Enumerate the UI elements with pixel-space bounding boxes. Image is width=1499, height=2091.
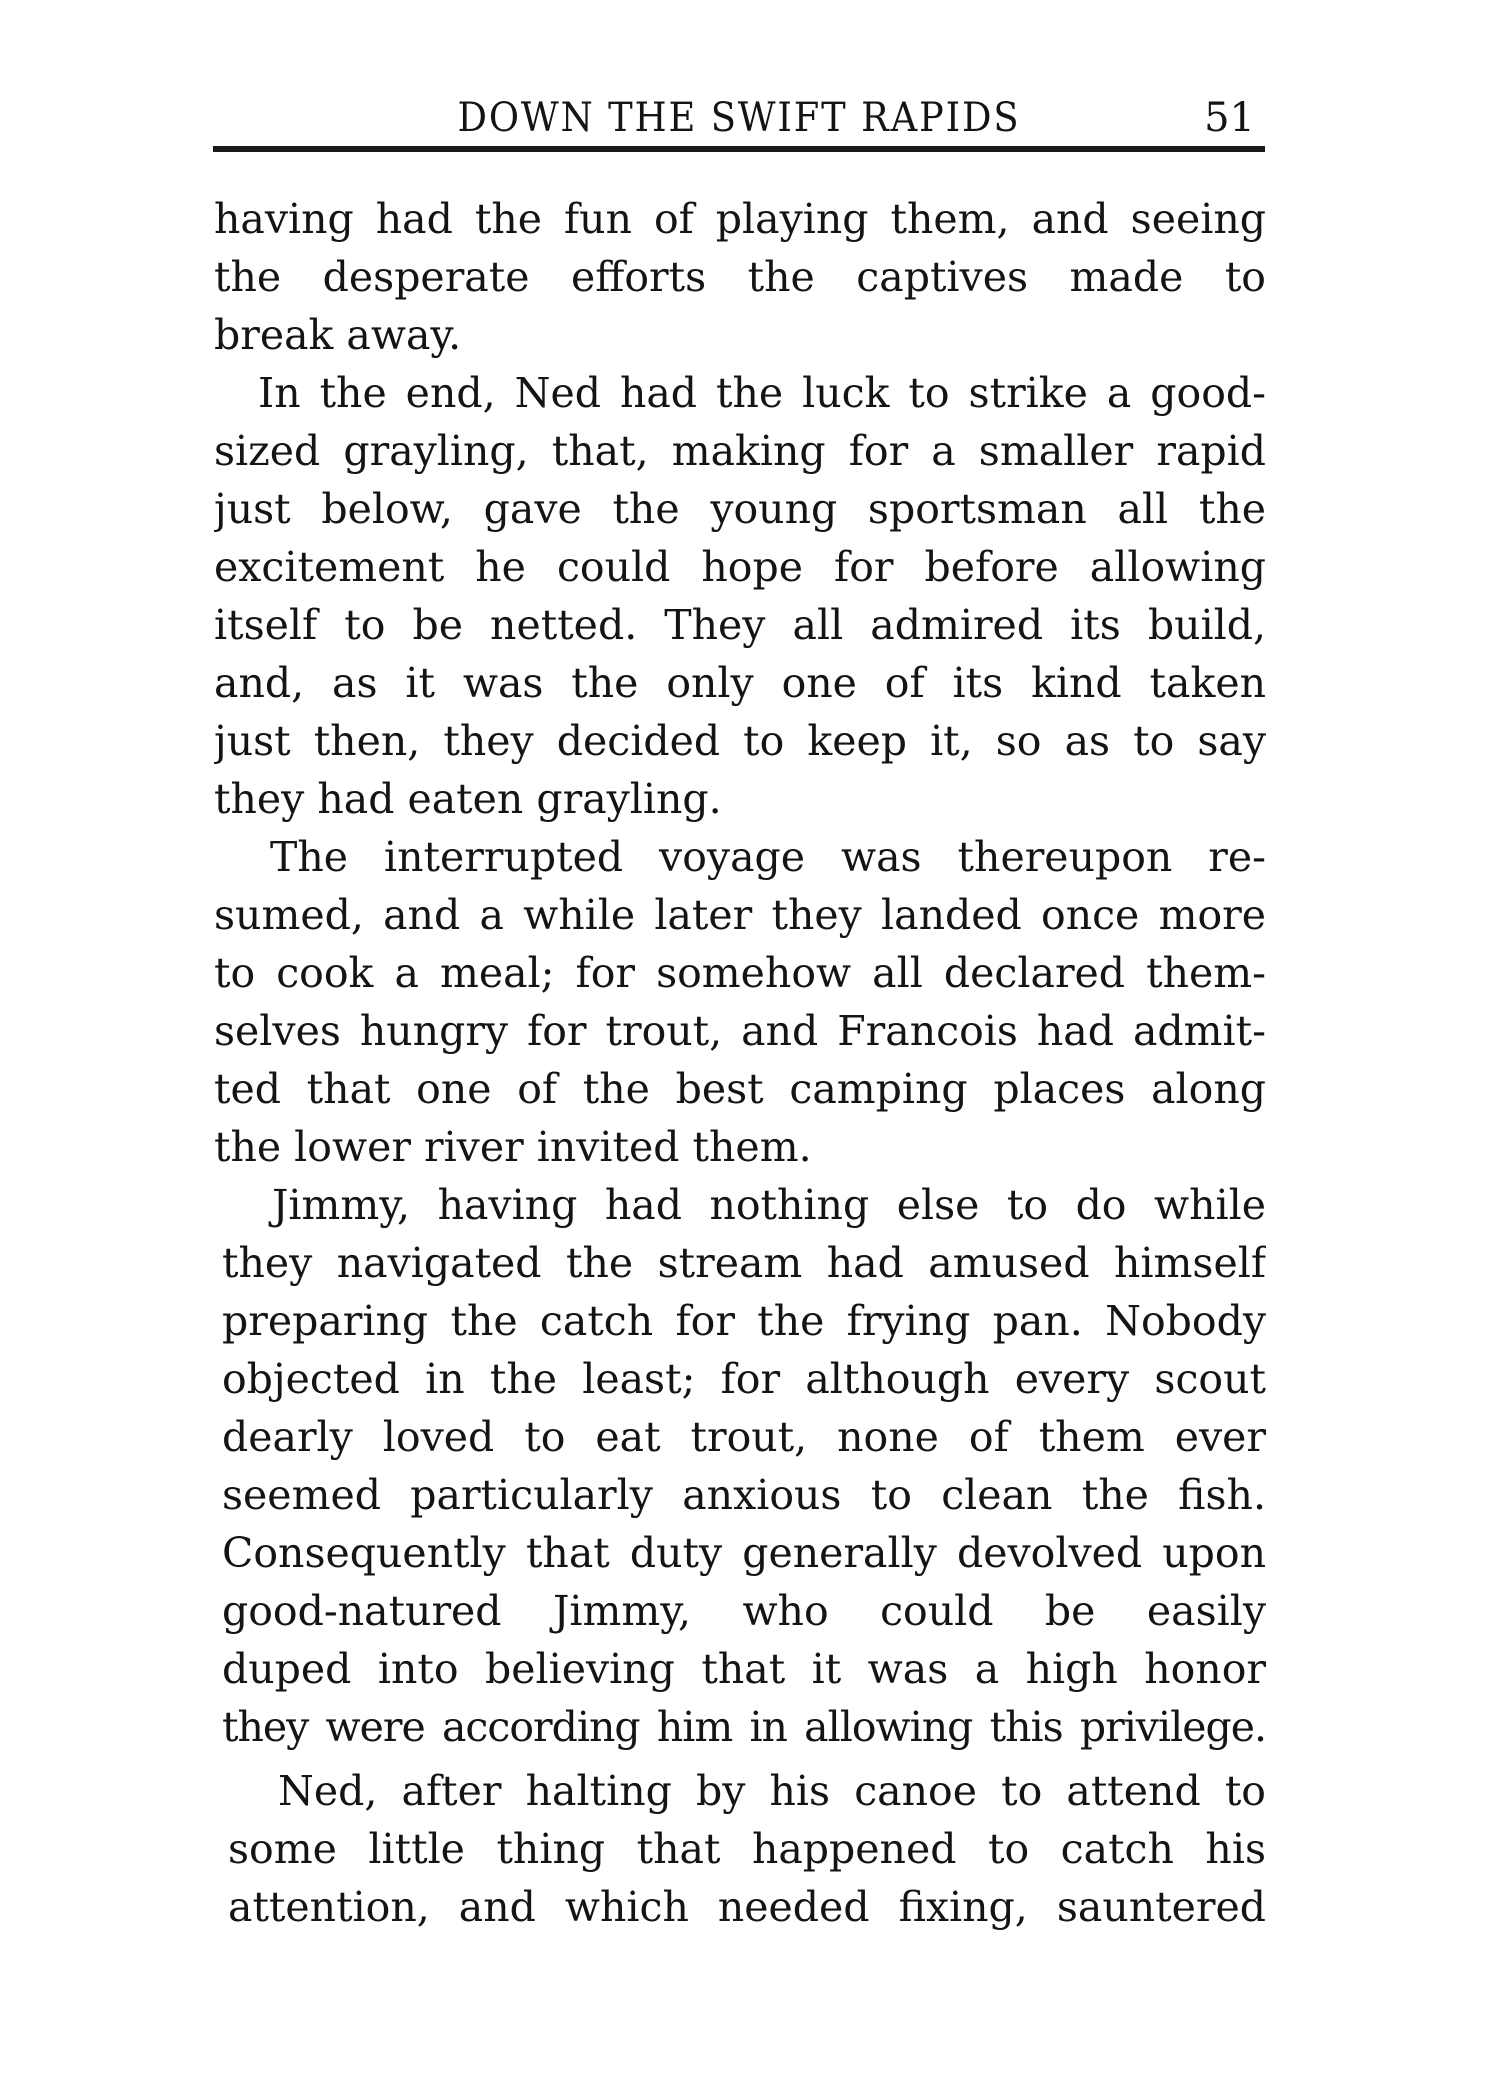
text-line: attention, and which needed fixing, sauntered [228,1883,1266,1931]
page-header [213,92,1265,144]
text-line: to cook a meal; for somehow all declared them- [214,949,1266,997]
text-line: Jimmy, having had nothing else to do while [272,1181,1266,1229]
text-line: just below, gave the young sportsman all the [214,485,1266,533]
text-line: the desperate efforts the captives made to [214,253,1266,301]
text-line: duped into believing that it was a high honor [222,1645,1266,1693]
header-rule [213,146,1265,152]
paragraph [214,190,1266,364]
text-line: Consequently that duty generally devolved upon [222,1529,1266,1577]
text-line: itself to be netted. They all admired its build, [214,601,1266,649]
text-line: dearly loved to eat trout, none of them ever [222,1413,1266,1461]
text-line: preparing the catch for the frying pan. Nobody [222,1297,1266,1345]
text-line: they navigated the stream had amused himself [222,1239,1266,1287]
text-line: objected in the least; for although every scout [222,1355,1266,1403]
running-title: DOWN THE SWIFT RAPIDS [457,95,1021,141]
text-line: sumed, and a while later they landed once more [214,891,1266,939]
text-line: selves hungry for trout, and Francois had admit- [214,1007,1266,1055]
text-line: break away. [214,311,462,359]
body-text [214,190,1266,1936]
paragraph [214,364,1266,828]
text-line: excitement he could hope for before allowing [214,543,1266,591]
text-line: the lower river invited them. [214,1123,812,1171]
text-line: seemed particularly anxious to clean the fish. [222,1471,1266,1519]
paragraph [222,1176,1266,1756]
text-line: Ned, after halting by his canoe to attend to [278,1767,1266,1815]
text-line: they were according him in allowing this privilege. [222,1703,1266,1751]
text-line: some little thing that happened to catch his [228,1825,1266,1873]
text-line: having had the fun of playing them, and seeing [214,195,1266,243]
text-line: they had eaten grayling. [214,775,722,823]
paragraph [214,828,1266,1176]
text-line: ted that one of the best camping places along [214,1065,1266,1113]
page-number: 51 [1204,95,1255,141]
paragraph [228,1762,1266,1936]
text-line: good-natured Jimmy, who could be easily [222,1587,1266,1635]
text-line: sized grayling, that, making for a smaller rapid [214,427,1266,475]
text-line: In the end, Ned had the luck to strike a good- [258,369,1266,417]
text-line: The interrupted voyage was thereupon re- [270,833,1266,881]
text-line: just then, they decided to keep it, so as to say [214,717,1266,765]
text-line: and, as it was the only one of its kind taken [214,659,1266,707]
